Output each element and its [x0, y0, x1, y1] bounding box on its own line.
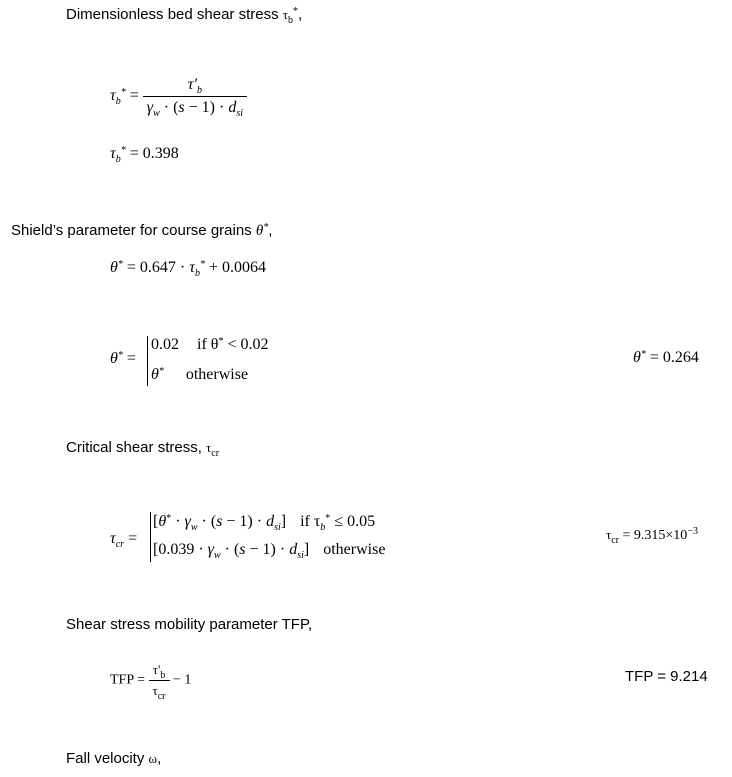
theta-case1-value: 0.02	[151, 336, 179, 353]
tau-b-star-lhs: $\tau_b^*$	[110, 86, 126, 107]
tcr-case1-condition: if $\tau_b^* \le 0.05$	[300, 512, 376, 533]
theta-fit-constant: + 0.0064	[204, 259, 266, 276]
theta-glyph: θ	[255, 223, 264, 239]
shields-heading	[11, 222, 272, 240]
theta-case1-cond-text: if θ	[197, 336, 219, 353]
omega-symbol: ω	[148, 751, 158, 766]
theta-symbol: θ*	[255, 221, 269, 239]
star-sup: *	[293, 5, 298, 17]
tfp-numerator: $\tau'_b$	[152, 662, 166, 681]
theta-piecewise-lhs: θ* =	[110, 349, 136, 367]
tcr-case2-const: 0.039 ·	[158, 541, 208, 558]
tcr-case1-cond-text: if τ	[300, 513, 321, 530]
fall-heading-text: Fall velocity	[66, 750, 145, 767]
fraction-numerator: $\tau'_b$	[187, 76, 202, 96]
mobility-heading: Shear stress mobility parameter TFP,	[66, 616, 313, 633]
tcr-exponent: −3	[687, 525, 698, 537]
fall-velocity-heading	[66, 750, 161, 767]
tfp-result: TFP = 9.214	[625, 668, 708, 685]
tcr-case1-cond-tail: ≤ 0.05	[330, 513, 376, 530]
tau-b-star-result	[110, 145, 179, 163]
tcr-lhs: $\tau_{cr}$ =	[110, 530, 138, 550]
theta-result: θ* = 0.264	[633, 348, 699, 366]
critical-heading-text: Critical shear stress,	[66, 439, 202, 456]
theta-case-1	[151, 336, 268, 354]
fraction-denominator: $\gamma_w \cdot (s - 1) \cdot d_{si}$	[143, 96, 247, 117]
tau-b-symbol: $\tau_b^*$	[282, 5, 298, 26]
tau-b-star-definition	[110, 76, 247, 117]
comma-2: ,	[268, 222, 273, 239]
theta-fit-coef: = 0.647 ·	[126, 259, 190, 276]
tau-b-star-symbol: $\tau_b^*$	[110, 144, 126, 165]
tau-b-fraction	[143, 76, 247, 117]
theta-case1-cond-tail: < 0.02	[223, 336, 269, 353]
theta-result-value: = 0.264	[649, 349, 699, 366]
tfp-fraction	[149, 662, 170, 702]
shields-heading-text: Shield’s parameter for course grains	[11, 222, 252, 239]
theta-fit-equation	[110, 259, 266, 277]
theta-case-2	[151, 366, 248, 384]
comma-3: ,	[157, 750, 162, 767]
tcr-case-2: $[0.039 \cdot \gamma_w \cdot (s - 1) \cdot d_{si}]$ otherwise	[153, 541, 386, 561]
theta-star: θ*	[110, 258, 123, 276]
theta-case2-condition: otherwise	[185, 366, 249, 383]
tcr-result-value: = 9.315×10	[622, 528, 688, 543]
tfp-denominator: $\tau_{cr}$	[149, 680, 170, 699]
tfp-label: TFP =	[110, 672, 145, 688]
bed-shear-heading-text: Dimensionless bed shear stress	[66, 6, 279, 23]
tau-glyph-2: τ	[110, 145, 116, 162]
tcr-left-bar	[150, 512, 151, 562]
tau-b-star-term: $\tau_b^*$	[189, 258, 205, 279]
tcr-case2-condition: otherwise	[323, 541, 386, 558]
tcr-result: $\tau_{cr} = 9.315\times 10^{-3}$	[606, 525, 698, 546]
comma: ,	[298, 6, 303, 23]
theta-case1-condition: if θ* < 0.02	[197, 335, 269, 353]
tcr-case-1: $[\theta^* \cdot \gamma_w \cdot (s - 1) \cdot d_{si}]$ if $\tau_b^* \le 0.05$	[153, 512, 376, 533]
bed-shear-heading	[66, 5, 303, 26]
tfp-equation	[110, 662, 192, 702]
tau-cr-symbol: $\tau_{cr}$	[206, 440, 220, 459]
tfp-tail: − 1	[173, 672, 192, 688]
tau-glyph: τ	[282, 7, 288, 22]
piecewise-bar	[147, 336, 148, 386]
theta-case2-value: θ*	[151, 365, 164, 383]
critical-heading	[66, 439, 220, 459]
tau-b-star-value: = 0.398	[129, 145, 179, 162]
equals-sign: =	[129, 87, 143, 105]
